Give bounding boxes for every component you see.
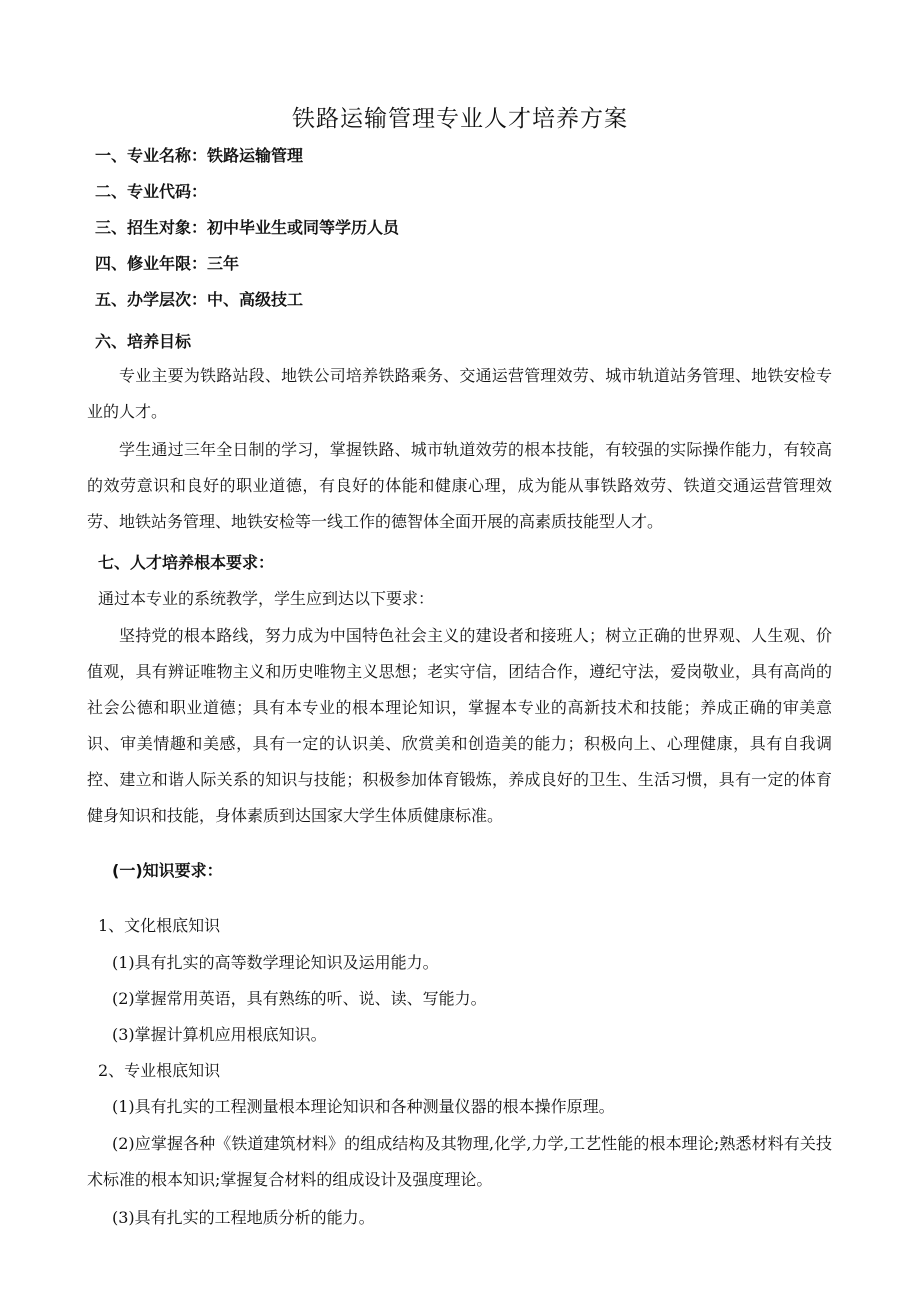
culture-item-1: (1)具有扎实的高等数学理论知识及运用能力。 <box>112 953 439 972</box>
culture-item-2: (2)掌握常用英语，具有熟练的听、说、读、写能力。 <box>112 989 487 1008</box>
professional-heading: 2、专业根底知识 <box>98 1061 221 1080</box>
item-study-duration: 四、修业年限：三年 <box>95 254 240 273</box>
culture-heading: 1、文化根底知识 <box>98 916 221 935</box>
knowledge-heading: (一)知识要求： <box>112 861 223 880</box>
section-7-intro: 通过本专业的系统教学，学生应到达以下要求： <box>98 589 435 608</box>
goal-paragraph-2: 学生通过三年全日制的学习，掌握铁路、城市轨道效劳的根本技能，有较强的实际操作能力，有较高的效劳意识和良好的职业道德，有良好的体能和健康心理，成为能从事铁路效劳、铁道交通运营管理效劳、地铁站务管理、地铁安检等一线工作的德智体全面开展的高素质技能型人才。 <box>87 440 832 531</box>
section-7-heading: 七、人才培养根本要求： <box>98 553 275 572</box>
item-training-goal-heading: 六、培养目标 <box>95 332 192 351</box>
goal-paragraph-1: 专业主要为铁路站段、地铁公司培养铁路乘务、交通运营管理效劳、城市轨道站务管理、地铁安检专业的人才。 <box>87 366 832 421</box>
section-7-paragraph: 坚持党的根本路线，努力成为中国特色社会主义的建设者和接班人；树立正确的世界观、人生观、价值观，具有辨证唯物主义和历史唯物主义思想；老实守信，团结合作，遵纪守法，爱岗敬业，具有高尚的社会公德和职业道德；具有本专业的根本理论知识，掌握本专业的高新技术和技能；养成正确的审美意识、审美情趣和美感，具有一定的认识美、欣赏美和创造美的能力；积极向上、心理健康，具有自我调控、建立和谐人际关系的知识与技能；积极参加体育锻炼，养成良好的卫生、生活习惯，具有一定的体育健身知识和技能，身体素质到达国家大学生体质健康标准。 <box>87 626 832 825</box>
culture-item-3: (3)掌握计算机应用根底知识。 <box>112 1025 327 1044</box>
item-education-level: 五、办学层次：中、高级技工 <box>95 290 304 309</box>
item-major-code: 二、专业代码： <box>95 182 208 201</box>
professional-item-2: (2)应掌握各种《铁道建筑材料》的组成结构及其物理,化学,力学,工艺性能的根本理论;熟悉材料有关技术标准的根本知识;掌握复合材料的组成设计及强度理论。 <box>87 1134 832 1189</box>
professional-item-3: (3)具有扎实的工程地质分析的能力。 <box>112 1208 375 1227</box>
item-major-name: 一、专业名称：铁路运输管理 <box>95 146 304 165</box>
document-title: 铁路运输管理专业人才培养方案 <box>292 106 628 132</box>
item-enrollment-target: 三、招生对象：初中毕业生或同等学历人员 <box>95 218 400 237</box>
professional-item-1: (1)具有扎实的工程测量根本理论知识和各种测量仪器的根本操作原理。 <box>112 1097 615 1116</box>
